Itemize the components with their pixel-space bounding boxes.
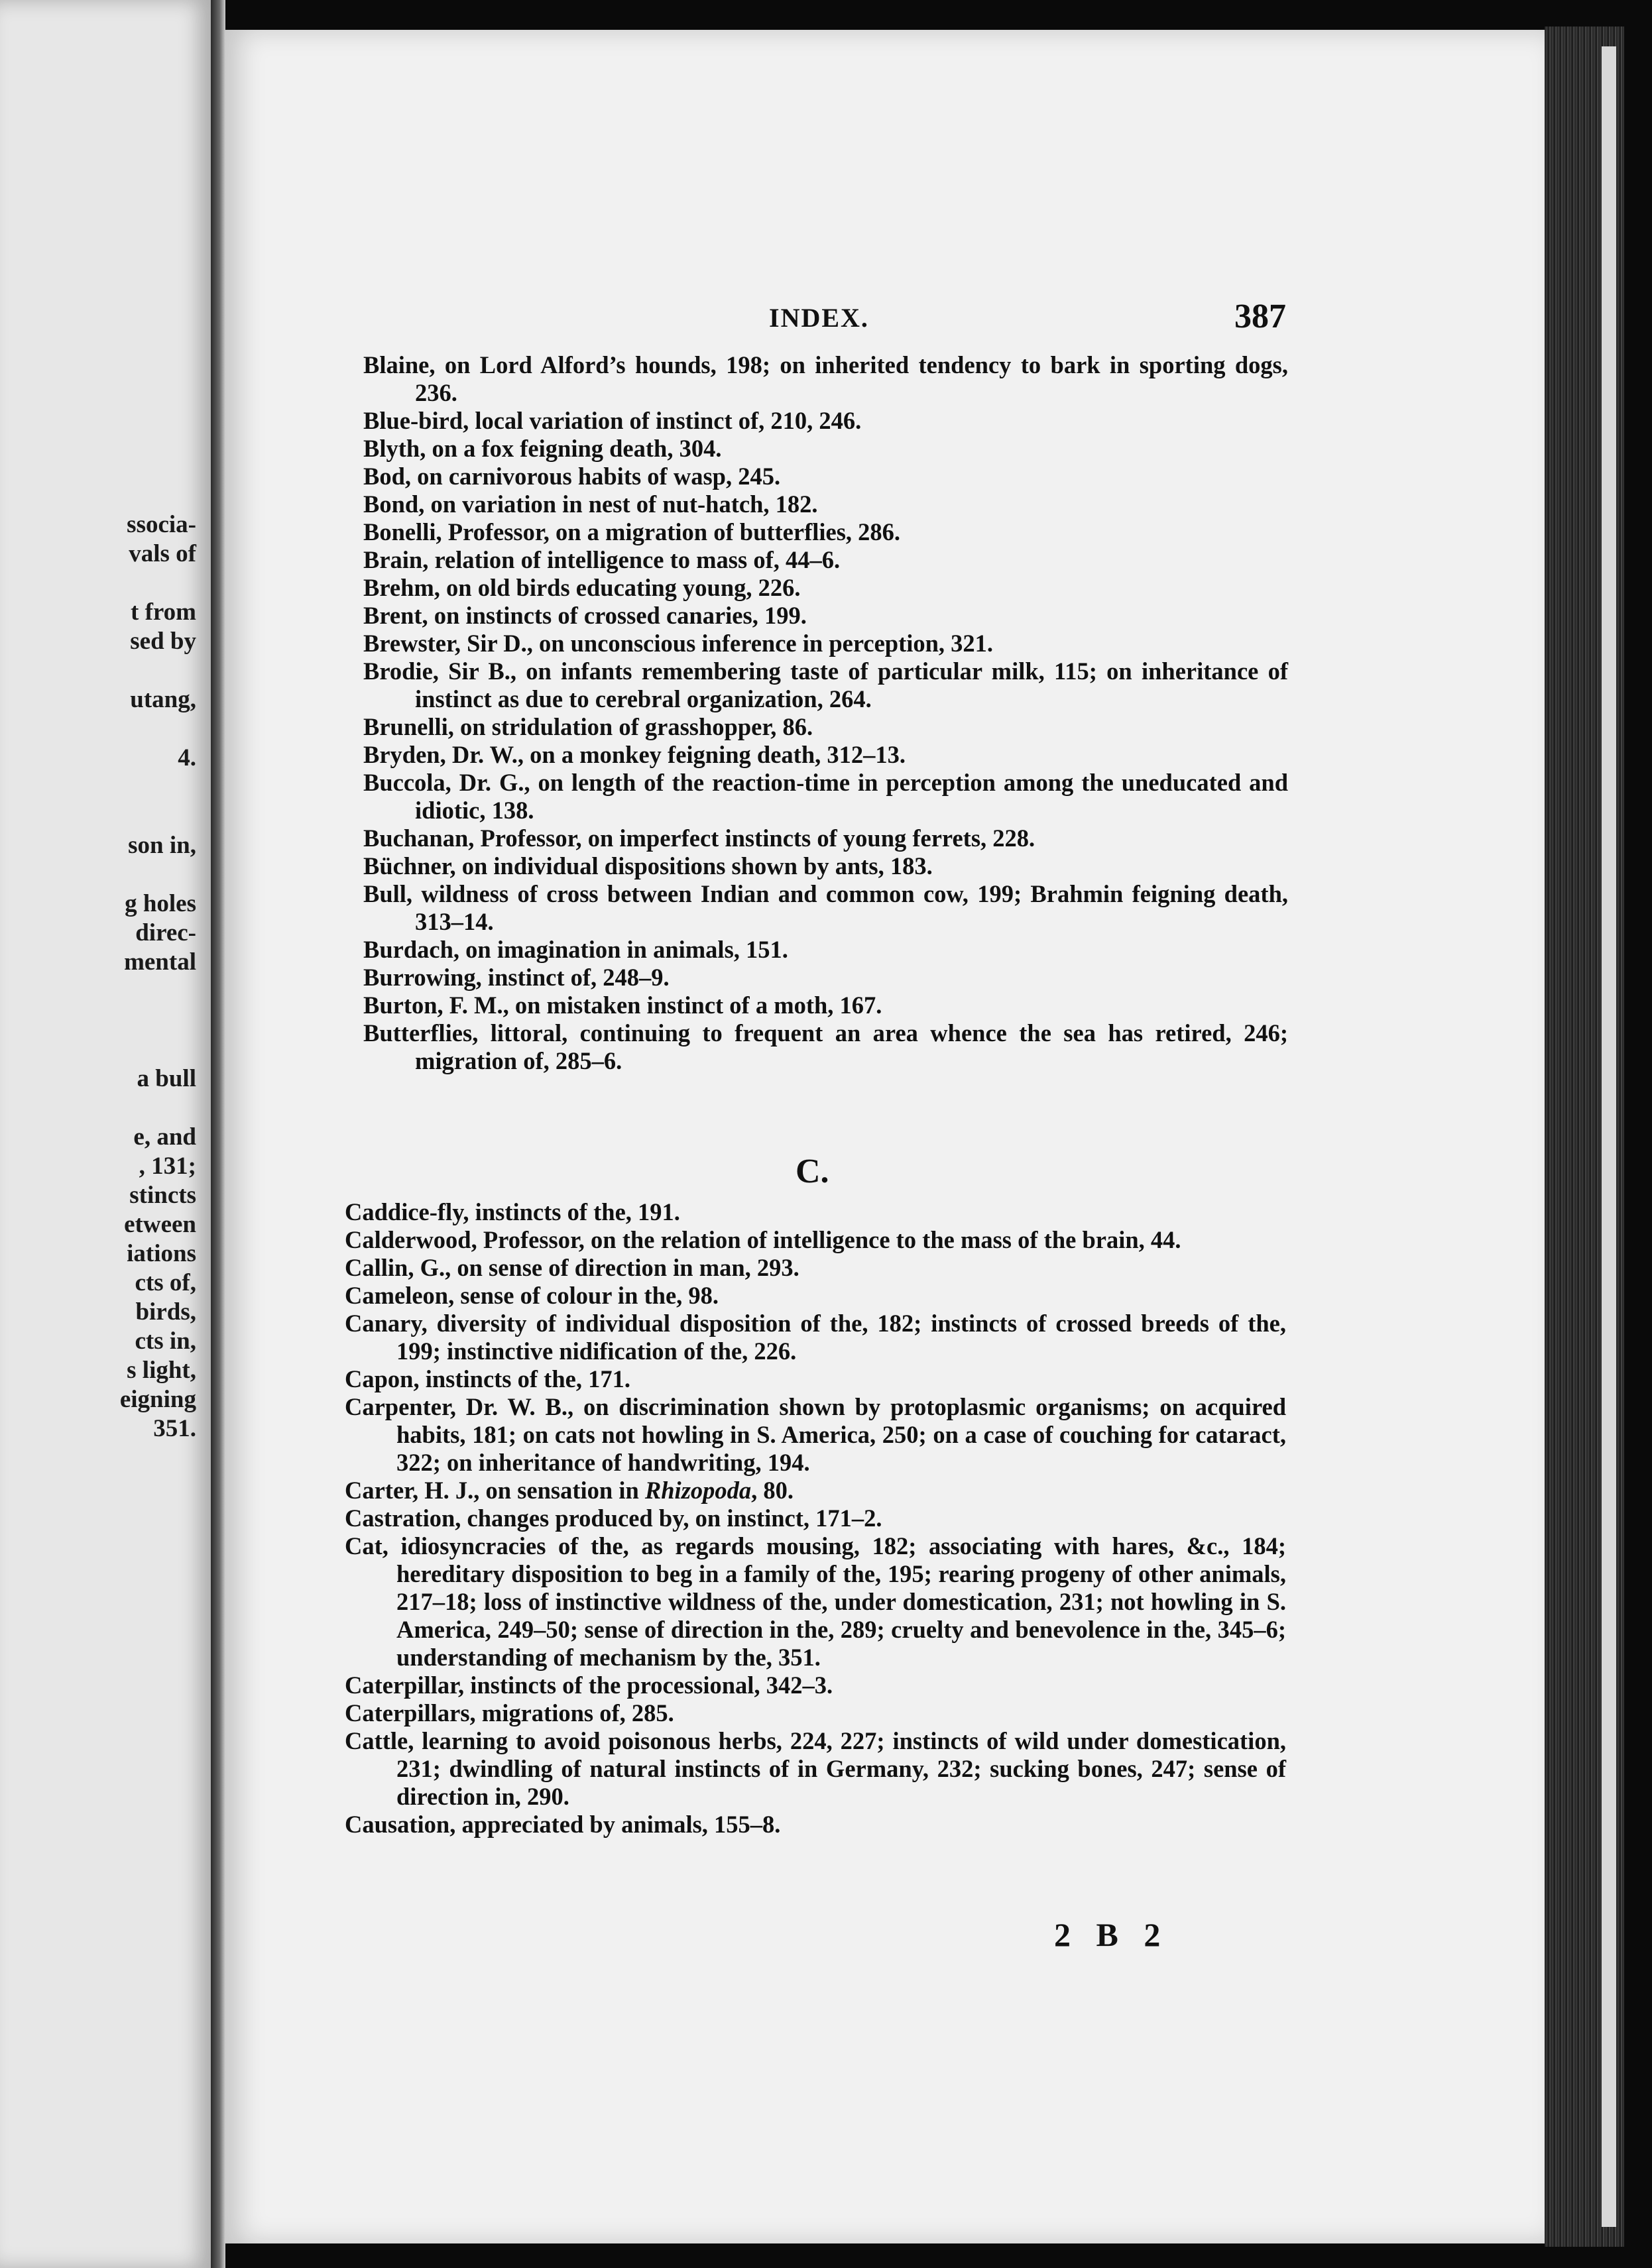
index-entry: Buchanan, Professor, on imperfect instincts of young ferrets, 228. [363, 824, 1035, 852]
index-entry-italic-term: Rhizopoda [644, 1477, 752, 1504]
left-page-fragment: g holes [125, 890, 196, 917]
left-page-fragment [24, 977, 196, 1006]
left-page-fragment: birds, [135, 1298, 196, 1326]
left-page-fragment: t from [131, 598, 196, 626]
left-page-fragment: mental [124, 948, 196, 976]
index-entry: Bull, wildness of cross between Indian and common cow, 199; Brahmin feigning death, 313–14. [363, 880, 1288, 935]
index-entry: Callin, G., on sense of direction in man, 293. [345, 1254, 799, 1281]
index-entry: Bryden, Dr. W., on a monkey feigning death, 312–13. [363, 741, 906, 768]
left-page-fragment [24, 569, 196, 598]
left-page-fragment: eigning [119, 1386, 196, 1413]
index-entry: Blaine, on Lord Alford’s hounds, 198; on inherited tendency to bark in sporting dogs, 236. [363, 351, 1288, 406]
left-page-fragment: s light, [127, 1357, 196, 1384]
left-page-fragment: sed by [130, 628, 196, 655]
left-page-fragment: cts of, [135, 1269, 196, 1296]
left-page-fragment [24, 714, 196, 744]
section-letter: C. [796, 1153, 829, 1190]
left-page-fragment: 351. [153, 1415, 196, 1442]
printer-signature-mark: 2 B 2 [1054, 1916, 1167, 1953]
index-entry: Butterflies, littoral, continuing to frequent an area whence the sea has retired, 246; migration of, 285–6. [363, 1019, 1288, 1074]
index-entry [345, 1477, 1286, 1504]
index-entry: Canary, diversity of individual disposition of the, 182; instincts of crossed breeds of the, 199; instinctive nidification of the, 226. [345, 1310, 1286, 1365]
index-entries-c [345, 1198, 1286, 1839]
book-gutter [211, 0, 225, 2268]
index-entry: Brodie, Sir B., on infants remembering taste of particular milk, 115; on inheritance of instinct as due to cerebral organization, 264. [363, 657, 1288, 712]
index-entry: Cat, idiosyncracies of the, as regards mousing, 182; associating with hares, &c., 184; hereditary disposition to beg in a family of the, 195; rearing progeny of other animals, 217–18; loss of instinctive wildness of the, under domestication, 231; not howling in S. America, 249–50; sense of direction in the, 289; cruelty and benevolence in the, 345–6; understanding of mechanism by the, 351. [345, 1532, 1286, 1671]
left-page-fragment: e, and [133, 1123, 196, 1151]
index-entry: Brunelli, on stridulation of grasshopper, 86. [363, 713, 813, 740]
left-page-fragment: , 131; [139, 1153, 196, 1180]
index-entry: Causation, appreciated by animals, 155–8. [345, 1811, 781, 1838]
left-page-fragment: cts in, [135, 1328, 196, 1355]
left-page-fragment [24, 656, 196, 685]
index-entry: Blue-bird, local variation of instinct of, 210, 246. [363, 407, 862, 434]
index-entry: Blyth, on a fox feigning death, 304. [363, 435, 722, 462]
index-entry: Burton, F. M., on mistaken instinct of a moth, 167. [363, 992, 882, 1019]
left-page-fragment: iations [127, 1240, 196, 1267]
book-page-edges [1545, 27, 1624, 2247]
index-entry: Cameleon, sense of colour in the, 98. [345, 1282, 719, 1309]
left-page-fragment: son in, [128, 832, 196, 859]
left-page-fragment: direc- [135, 919, 196, 946]
index-entry: Bod, on carnivorous habits of wasp, 245. [363, 463, 781, 490]
left-page-fragment [24, 773, 196, 802]
left-page-fragment: utang, [130, 686, 196, 713]
index-entry: Brewster, Sir D., on unconscious inference in perception, 321. [363, 630, 994, 657]
index-entry-text: , 80. [751, 1477, 794, 1504]
left-page-fragment [24, 802, 196, 831]
index-entry: Capon, instincts of the, 171. [345, 1365, 630, 1392]
index-entry: Caddice-fly, instincts of the, 191. [345, 1198, 680, 1225]
left-page-text-fragments [24, 510, 196, 1444]
left-page-fragment [24, 860, 196, 889]
index-entry: Buccola, Dr. G., on length of the reaction-time in perception among the uneducated and idiotic, 138. [363, 769, 1288, 824]
left-page-fragment: etween [124, 1211, 196, 1238]
left-page-fragment [24, 1035, 196, 1064]
index-entry: Burrowing, instinct of, 248–9. [363, 964, 670, 991]
left-page-fragment: 4. [178, 744, 196, 771]
left-page-fragment: a bull [137, 1065, 196, 1092]
page-number: 387 [1234, 298, 1286, 335]
index-entry: Calderwood, Professor, on the relation of intelligence to the mass of the brain, 44. [345, 1226, 1181, 1253]
index-entry: Burdach, on imagination in animals, 151. [363, 936, 788, 963]
left-page-fragment: stincts [129, 1182, 196, 1209]
index-entry: Bonelli, Professor, on a migration of butterflies, 286. [363, 518, 901, 545]
index-entry: Castration, changes produced by, on instinct, 171–2. [345, 1504, 882, 1532]
index-entry: Caterpillar, instincts of the processional, 342–3. [345, 1672, 833, 1699]
running-head [544, 297, 1286, 343]
left-facing-page [0, 0, 211, 2268]
index-entry: Carpenter, Dr. W. B., on discrimination shown by protoplasmic organisms; on acquired habits, 181; on cats not howling in S. America, 250; on a case of couching for cataract, 322; on inheritance of handwriting, 194. [345, 1393, 1286, 1476]
running-head-title: INDEX. [769, 303, 869, 333]
index-entry-text: Carter, H. J., on sensation in [345, 1477, 645, 1504]
page-edge-strip [1602, 46, 1616, 2227]
index-entry: Büchner, on individual dispositions shown by ants, 183. [363, 852, 933, 879]
left-page-fragment: ssocia- [127, 511, 196, 538]
index-entry: Caterpillars, migrations of, 285. [345, 1699, 674, 1727]
index-entry: Bond, on variation in nest of nut-hatch, 182. [363, 490, 818, 518]
index-entries-b [363, 351, 1288, 1075]
index-entry: Brent, on instincts of crossed canaries, 199. [363, 602, 807, 629]
index-entry: Brain, relation of intelligence to mass of, 44–6. [363, 546, 841, 573]
left-page-fragment: vals of [129, 540, 196, 567]
left-page-fragment [24, 1006, 196, 1035]
index-entry: Cattle, learning to avoid poisonous herbs, 224, 227; instincts of wild under domestication, 231; dwindling of natural instincts of in Germany, 232; sucking bones, 247; sense of direction in, 290. [345, 1727, 1286, 1810]
index-entry: Brehm, on old birds educating young, 226. [363, 574, 801, 601]
left-page-fragment [24, 1094, 196, 1123]
